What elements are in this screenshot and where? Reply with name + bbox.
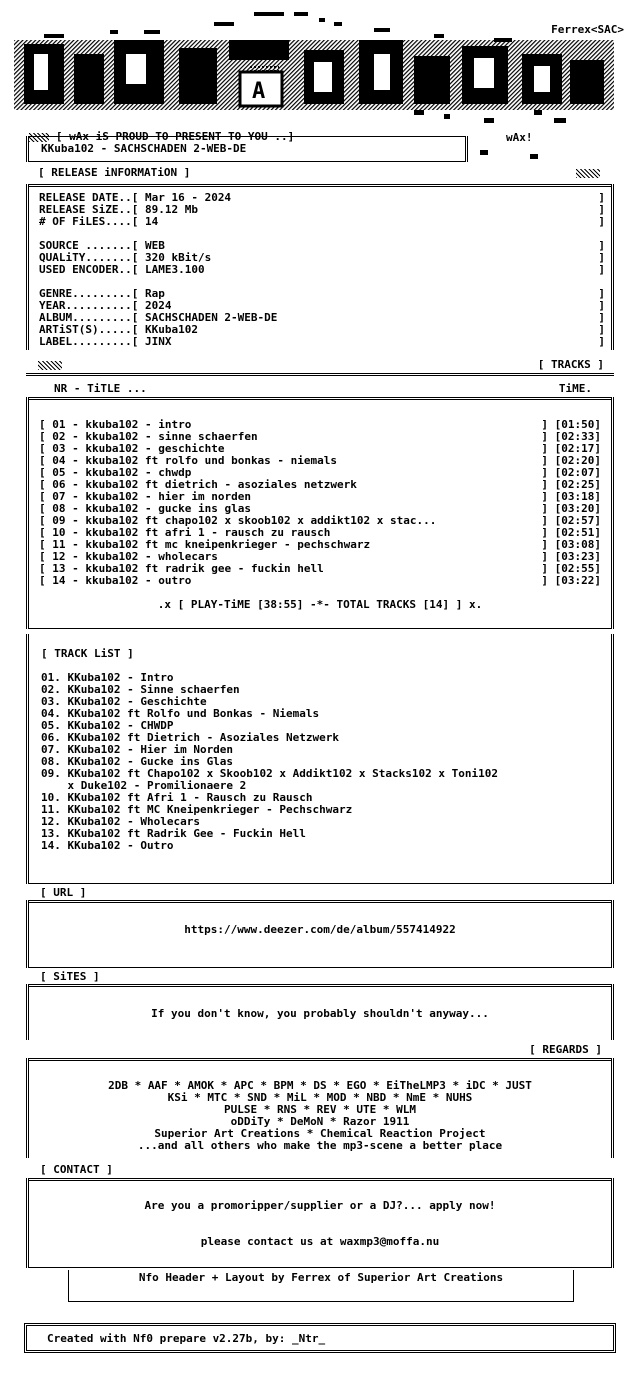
release-info-value: KKuba102: [138, 323, 198, 336]
track-time-cell: ] [03:22]: [541, 574, 601, 587]
release-info-entry: [39, 264, 205, 276]
track-time-cell: ] [02:55]: [541, 562, 601, 575]
created-box: [26, 1325, 614, 1351]
track-number: 10: [52, 526, 66, 539]
bracket-glyph: ]: [598, 287, 605, 300]
track-number: 07: [52, 490, 66, 503]
tracks-col-time: TiME.: [558, 382, 592, 395]
track-title: kkuba102 - chwdp: [85, 466, 192, 479]
created-text: Created with Nf0 prepare v2.27b, by: _Ntr_: [47, 1332, 326, 1345]
track-number: 06: [52, 478, 66, 491]
header-credit: Ferrex<SAC>: [551, 23, 624, 36]
track-entry: [ 03 - kkuba102 - geschichte: [39, 442, 225, 455]
tracklist-line: 11. KKuba102 ft MC Kneipenkrieger - Pechschwarz: [41, 803, 353, 816]
tracklist-lines: [41, 672, 498, 852]
release-info-value: LAME3.100: [138, 263, 205, 276]
track-number: 12: [52, 550, 66, 563]
logo-letter: A: [252, 79, 266, 104]
release-info-entry: [39, 336, 171, 348]
contact-line-2[interactable]: please contact us at waxmp3@moffa.nu: [200, 1235, 440, 1248]
bracket-glyph: ]: [598, 239, 605, 252]
track-entry: [ 05 - kkuba102 - chwdp: [39, 466, 192, 479]
track-number: 01: [52, 418, 66, 431]
track-number: 13: [52, 562, 66, 575]
tracks-heading: [ TRACKS ]: [537, 358, 604, 371]
track-row: [39, 575, 601, 587]
tracklist-line: 03. KKuba102 - Geschichte: [41, 695, 207, 708]
track-time-cell: ] [02:25]: [541, 478, 601, 491]
hatch-icon: [576, 169, 600, 178]
track-time: 03:20: [561, 502, 595, 515]
track-title: kkuba102 - geschichte: [85, 442, 225, 455]
release-info-row: [39, 264, 605, 276]
tracklist-line: 06. KKuba102 ft Dietrich - Asoziales Netzwerk: [41, 731, 340, 744]
track-entry: [ 09 - kkuba102 ft chapo102 x skoob102 x addikt102 x stac...: [39, 514, 437, 527]
regards-lines: [29, 1080, 611, 1152]
track-time-cell: ] [03:18]: [541, 490, 601, 503]
track-time: 02:33: [561, 430, 595, 443]
track-time: 03:18: [561, 490, 595, 503]
contact-box: [26, 1178, 614, 1268]
url-heading: [ URL ]: [40, 886, 87, 899]
track-number: 04: [52, 454, 66, 467]
track-time: 02:25: [561, 478, 595, 491]
release-title: KKuba102 - SACHSCHADEN 2-WEB-DE: [41, 142, 247, 155]
track-time: 02:07: [561, 466, 595, 479]
track-number: 02: [52, 430, 66, 443]
release-info-list: [39, 192, 605, 348]
regards-line: KSi * MTC * SND * MiL * MOD * NBD * NmE * NUHS: [167, 1091, 473, 1104]
track-entry: [ 06 - kkuba102 ft dietrich - asoziales netzwerk: [39, 478, 357, 491]
release-info-value: JINX: [138, 335, 172, 348]
track-title: kkuba102 - sinne schaerfen: [85, 430, 258, 443]
track-time-cell: ] [03:08]: [541, 538, 601, 551]
track-title: kkuba102 - wholecars: [85, 550, 218, 563]
track-time: 02:51: [561, 526, 595, 539]
tracklist-heading: [ TRACK LiST ]: [41, 647, 134, 660]
track-title: kkuba102 ft chapo102 x skoob102 x addikt102 x stac...: [85, 514, 437, 527]
bracket-glyph: ]: [598, 323, 605, 336]
footer-credit: Nfo Header + Layout by Ferrex of Superior Art Creations: [138, 1271, 504, 1284]
track-number: 03: [52, 442, 66, 455]
release-info-row: [39, 216, 605, 228]
track-entry: [ 11 - kkuba102 ft mc kneipenkrieger - pechschwarz: [39, 538, 371, 551]
url-link[interactable]: https://www.deezer.com/de/album/557414922: [184, 923, 456, 936]
tracks-list: [39, 419, 601, 587]
regards-line: PULSE * RNS * REV * UTE * WLM: [223, 1103, 417, 1116]
release-info-label: ALBUM.........[: [39, 311, 139, 324]
tracklist-line: 07. KKuba102 - Hier im Norden: [41, 743, 234, 756]
tracklist-line: 09. KKuba102 ft Chapo102 x Skoob102 x Addikt102 x Stacks102 x Toni102: [41, 767, 498, 780]
release-info-label: LABEL.........[: [39, 335, 139, 348]
release-info-label: YEAR..........[: [39, 299, 139, 312]
hatch-icon: [38, 361, 62, 370]
release-info-value: Mar 16 - 2024: [138, 191, 232, 204]
sites-heading: [ SiTES ]: [40, 970, 100, 983]
release-info-value: 89.12 Mb: [138, 203, 198, 216]
tracks-box: [26, 397, 614, 629]
release-info-value: SACHSCHADEN 2-WEB-DE: [138, 311, 278, 324]
regards-line: Superior Art Creations * Chemical Reaction Project: [154, 1127, 486, 1140]
url-box: [26, 900, 614, 968]
track-title: kkuba102 - hier im norden: [85, 490, 251, 503]
track-time-cell: ] [02:07]: [541, 466, 601, 479]
tracklist-line: 05. KKuba102 - CHWDP: [41, 719, 174, 732]
track-time-cell: ] [02:17]: [541, 442, 601, 455]
release-info-label: QUALiTY.......[: [39, 251, 139, 264]
tracklist-line: 02. KKuba102 - Sinne schaerfen: [41, 683, 240, 696]
track-number: 08: [52, 502, 66, 515]
logo-dot: [530, 154, 538, 159]
track-entry: [ 02 - kkuba102 - sinne schaerfen: [39, 430, 258, 443]
track-title: kkuba102 ft afri 1 - rausch zu rausch: [85, 526, 331, 539]
bracket-glyph: ]: [598, 251, 605, 264]
track-number: 09: [52, 514, 66, 527]
track-number: 11: [52, 538, 66, 551]
release-info-box: [26, 184, 614, 350]
track-entry: [ 12 - kkuba102 - wholecars: [39, 550, 218, 563]
bracket-glyph: ]: [598, 299, 605, 312]
release-info-entry: [39, 216, 158, 228]
track-entry: [ 10 - kkuba102 ft afri 1 - rausch zu rausch: [39, 526, 331, 539]
release-info-label: SOURCE .......[: [39, 239, 139, 252]
track-title: kkuba102 ft mc kneipenkrieger - pechschwarz: [85, 538, 371, 551]
regards-box: [26, 1058, 614, 1158]
release-info-label: GENRE.........[: [39, 287, 139, 300]
regards-line: 2DB * AAF * AMOK * APC * BPM * DS * EGO * EiTheLMP3 * iDC * JUST: [108, 1079, 532, 1092]
tracklist-line: 04. KKuba102 ft Rolfo und Bonkas - Niemals: [41, 707, 320, 720]
track-title: kkuba102 - intro: [85, 418, 192, 431]
track-entry: [ 04 - kkuba102 ft rolfo und bonkas - niemals: [39, 454, 338, 467]
track-title: kkuba102 ft dietrich - asoziales netzwerk: [85, 478, 357, 491]
tracklist-line: 12. KKuba102 - Wholecars: [41, 815, 200, 828]
release-info-label: USED ENCODER..[: [39, 263, 139, 276]
contact-heading: [ CONTACT ]: [40, 1163, 113, 1176]
release-info-label: ARTiST(S).....[: [39, 323, 139, 336]
bracket-glyph: ]: [598, 191, 605, 204]
release-info-value: 14: [138, 215, 159, 228]
track-time-cell: ] [01:50]: [541, 418, 601, 431]
track-time: 02:57: [561, 514, 595, 527]
release-info-label: # OF FiLES....[: [39, 215, 139, 228]
track-time-cell: ] [03:20]: [541, 502, 601, 515]
tracklist-line: 13. KKuba102 ft Radrik Gee - Fuckin Hell: [41, 827, 306, 840]
release-info-row: [39, 336, 605, 348]
track-title: kkuba102 - outro: [85, 574, 192, 587]
logo-tag: wAx!: [506, 131, 533, 144]
track-time: 03:08: [561, 538, 595, 551]
track-time-cell: ] [02:51]: [541, 526, 601, 539]
track-entry: [ 07 - kkuba102 - hier im norden: [39, 490, 251, 503]
regards-heading: [ REGARDS ]: [529, 1043, 602, 1056]
track-time-cell: ] [03:23]: [541, 550, 601, 563]
track-title: kkuba102 ft radrik gee - fuckin hell: [85, 562, 324, 575]
tracklist-box: [26, 634, 614, 884]
footer-credit-box: [68, 1270, 574, 1302]
track-number: 05: [52, 466, 66, 479]
regards-line: oDDiTy * DeMoN * Razor 1911: [230, 1115, 410, 1128]
bracket-glyph: ]: [598, 311, 605, 324]
track-entry: [ 08 - kkuba102 - gucke ins glas: [39, 502, 251, 515]
track-entry: [ 13 - kkuba102 ft radrik gee - fuckin hell: [39, 562, 324, 575]
release-info-value: WEB: [138, 239, 165, 252]
release-title-box: [26, 136, 468, 162]
track-time-cell: ] [02:33]: [541, 430, 601, 443]
release-info-label: RELEASE SiZE..[: [39, 203, 139, 216]
contact-line-1: Are you a promoripper/supplier or a DJ?... apply now!: [144, 1199, 496, 1212]
bracket-glyph: ]: [598, 215, 605, 228]
track-time: 03:23: [561, 550, 595, 563]
wax-logo-art: [14, 10, 614, 125]
tracks-summary: .x [ PLAY-TiME [38:55] -*- TOTAL TRACKS [14] ] x.: [157, 598, 483, 611]
release-info-value: 2024: [138, 299, 172, 312]
sites-text: If you don't know, you probably shouldn't anyway...: [151, 1007, 489, 1020]
tracklist-line: x Duke102 - Promilionaere 2: [41, 779, 247, 792]
bracket-glyph: ]: [598, 335, 605, 348]
release-info-label: RELEASE DATE..[: [39, 191, 139, 204]
sites-box: [26, 984, 614, 1040]
track-time-cell: ] [02:20]: [541, 454, 601, 467]
release-info-value: Rap: [138, 287, 165, 300]
track-time: 02:17: [561, 442, 595, 455]
tracklist-line: 01. KKuba102 - Intro: [41, 671, 174, 684]
present-text: [ wAx iS PROUD TO PRESENT TO YOU ..]: [55, 130, 295, 143]
track-entry: [ 01 - kkuba102 - intro: [39, 418, 192, 431]
track-time: 02:55: [561, 562, 595, 575]
track-time: 02:20: [561, 454, 595, 467]
track-time: 03:22: [561, 574, 595, 587]
release-info-value: 320 kBit/s: [138, 251, 212, 264]
track-title: kkuba102 - gucke ins glas: [85, 502, 251, 515]
tracklist-line: 08. KKuba102 - Gucke ins Glas: [41, 755, 234, 768]
track-time: 01:50: [561, 418, 595, 431]
logo-dot: [480, 150, 488, 155]
track-number: 14: [52, 574, 66, 587]
tracks-col-title: NR - TiTLE ...: [54, 382, 147, 395]
track-entry: [ 14 - kkuba102 - outro: [39, 574, 192, 587]
release-info-heading: [ RELEASE iNFORMATiON ]: [38, 166, 191, 179]
tracklist-line: 14. KKuba102 - Outro: [41, 839, 174, 852]
bracket-glyph: ]: [598, 203, 605, 216]
regards-line: ...and all others who make the mp3-scene a better place: [137, 1139, 503, 1152]
track-time-cell: ] [02:57]: [541, 514, 601, 527]
tracklist-line: 10. KKuba102 ft Afri 1 - Rausch zu Rausch: [41, 791, 313, 804]
bracket-glyph: ]: [598, 263, 605, 276]
track-title: kkuba102 ft rolfo und bonkas - niemals: [85, 454, 338, 467]
